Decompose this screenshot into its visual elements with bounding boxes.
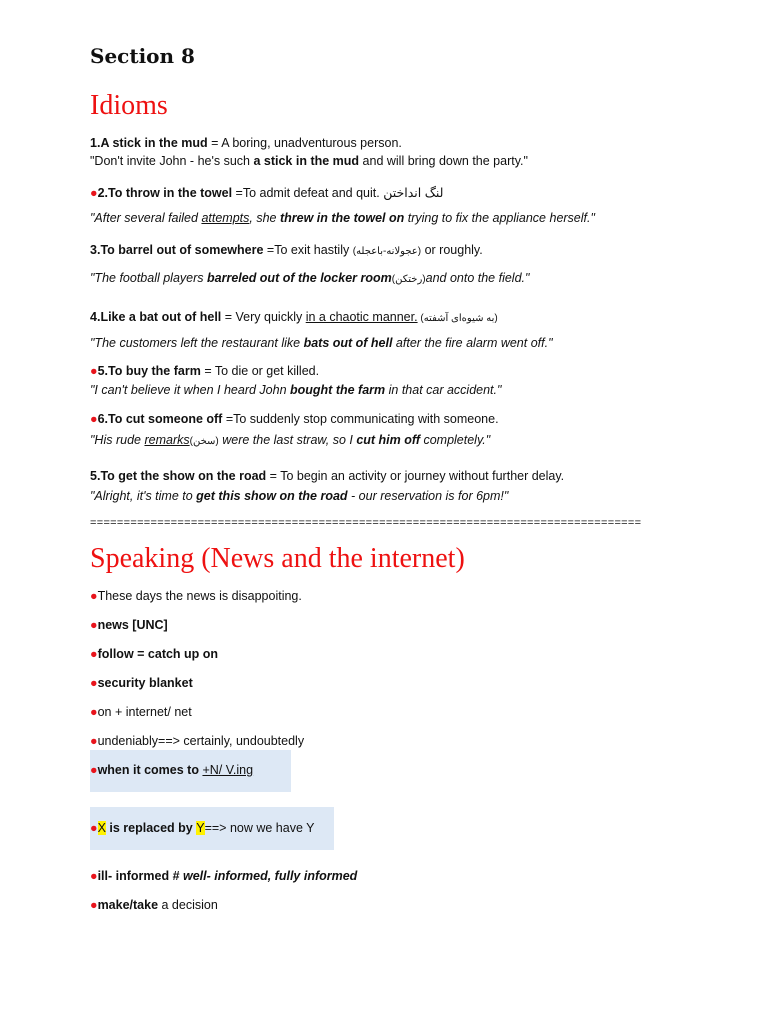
- idiom-3-example: "The football players barreled out of the locker room(رختکن)and onto the field.": [90, 271, 530, 285]
- bullet-icon: ●: [90, 676, 98, 690]
- bullet-icon: ●: [90, 821, 98, 835]
- idioms-heading: Idioms: [90, 90, 168, 121]
- idiom-1-term: A stick in the mud: [100, 136, 208, 150]
- idiom-3-term: To barrel out of somewhere: [100, 243, 264, 257]
- idiom-2-term: To throw in the towel: [108, 186, 233, 200]
- bullet-icon: ●: [90, 364, 98, 378]
- idiom-4-term: Like a bat out of hell: [100, 310, 222, 324]
- idiom-6-example: "His rude remarks(سخن) were the last straw, so I cut him off completely.": [90, 433, 491, 447]
- idiom-1-definition: 1.A stick in the mud = A boring, unadventurous person.: [90, 136, 402, 150]
- speaking-heading: Speaking (News and the internet): [90, 543, 465, 574]
- idiom-3-definition: 3.To barrel out of somewhere =To exit hastily (عجولانه-باعجله) or roughly.: [90, 243, 483, 257]
- divider: ==================================================================================: [90, 517, 642, 529]
- bullet-icon: ●: [90, 705, 98, 719]
- speaking-item-7: ●when it comes to +N/ V.ing: [90, 763, 254, 777]
- idiom-4-example: "The customers left the restaurant like bats out of hell after the fire alarm went off.": [90, 336, 553, 350]
- persian-gloss: (سخن): [189, 436, 219, 447]
- speaking-item-8: ●X is replaced by Y==> now we have Y: [90, 821, 315, 835]
- persian-gloss: (عجولانه-باعجله): [352, 246, 422, 257]
- idiom-5-definition: ●5.To buy the farm = To die or get killed.: [90, 364, 320, 378]
- idiom-7-example: "Alright, it's time to get this show on the road - our reservation is for 6pm!": [90, 489, 509, 503]
- bullet-icon: ●: [90, 647, 98, 661]
- bullet-icon: ●: [90, 734, 98, 748]
- idiom-2-definition: ●2.To throw in the towel =To admit defeat and quit. لنگ انداختن: [90, 186, 444, 200]
- speaking-item-6: ●undeniably==> certainly, undoubtedly: [90, 734, 305, 748]
- speaking-item-2: ●news [UNC]: [90, 618, 168, 632]
- bullet-icon: ●: [90, 186, 98, 200]
- speaking-item-3: ●follow = catch up on: [90, 647, 219, 661]
- persian-gloss: (به شیوه‌ای آشفته): [417, 313, 498, 324]
- idiom-5-term: To buy the farm: [108, 364, 201, 378]
- idiom-7-definition: 5.To get the show on the road = To begin an activity or journey without further delay.: [90, 469, 565, 483]
- bullet-icon: ●: [90, 898, 98, 912]
- bullet-icon: ●: [90, 589, 98, 603]
- speaking-item-5: ●on + internet/ net: [90, 705, 192, 719]
- bullet-icon: ●: [90, 869, 98, 883]
- idiom-5-example: "I can't believe it when I heard John bought the farm in that car accident.": [90, 383, 502, 397]
- speaking-item-9: ●ill- informed # well- informed, fully informed: [90, 869, 358, 883]
- bullet-icon: ●: [90, 412, 98, 426]
- persian-gloss: (رختکن): [391, 274, 426, 285]
- idiom-1-example: "Don't invite John - he's such a stick in the mud and will bring down the party.": [90, 154, 528, 168]
- idiom-7-term: To get the show on the road: [100, 469, 267, 483]
- speaking-item-10: ●make/take a decision: [90, 898, 218, 912]
- speaking-item-4: ●security blanket: [90, 676, 193, 690]
- idiom-4-definition: 4.Like a bat out of hell = Very quickly in a chaotic manner. (به شیوه‌ای آشفته): [90, 310, 498, 324]
- idiom-2-example: "After several failed attempts, she threw in the towel on trying to fix the appliance herself.": [90, 211, 595, 225]
- bullet-icon: ●: [90, 618, 98, 632]
- idiom-6-definition: ●6.To cut someone off =To suddenly stop communicating with someone.: [90, 412, 499, 426]
- speaking-item-1: ●These days the news is disappoiting.: [90, 589, 302, 603]
- section-title: Section 8: [90, 44, 195, 68]
- bullet-icon: ●: [90, 763, 98, 777]
- persian-gloss: لنگ انداختن: [383, 186, 444, 200]
- idiom-6-term: To cut someone off: [108, 412, 223, 426]
